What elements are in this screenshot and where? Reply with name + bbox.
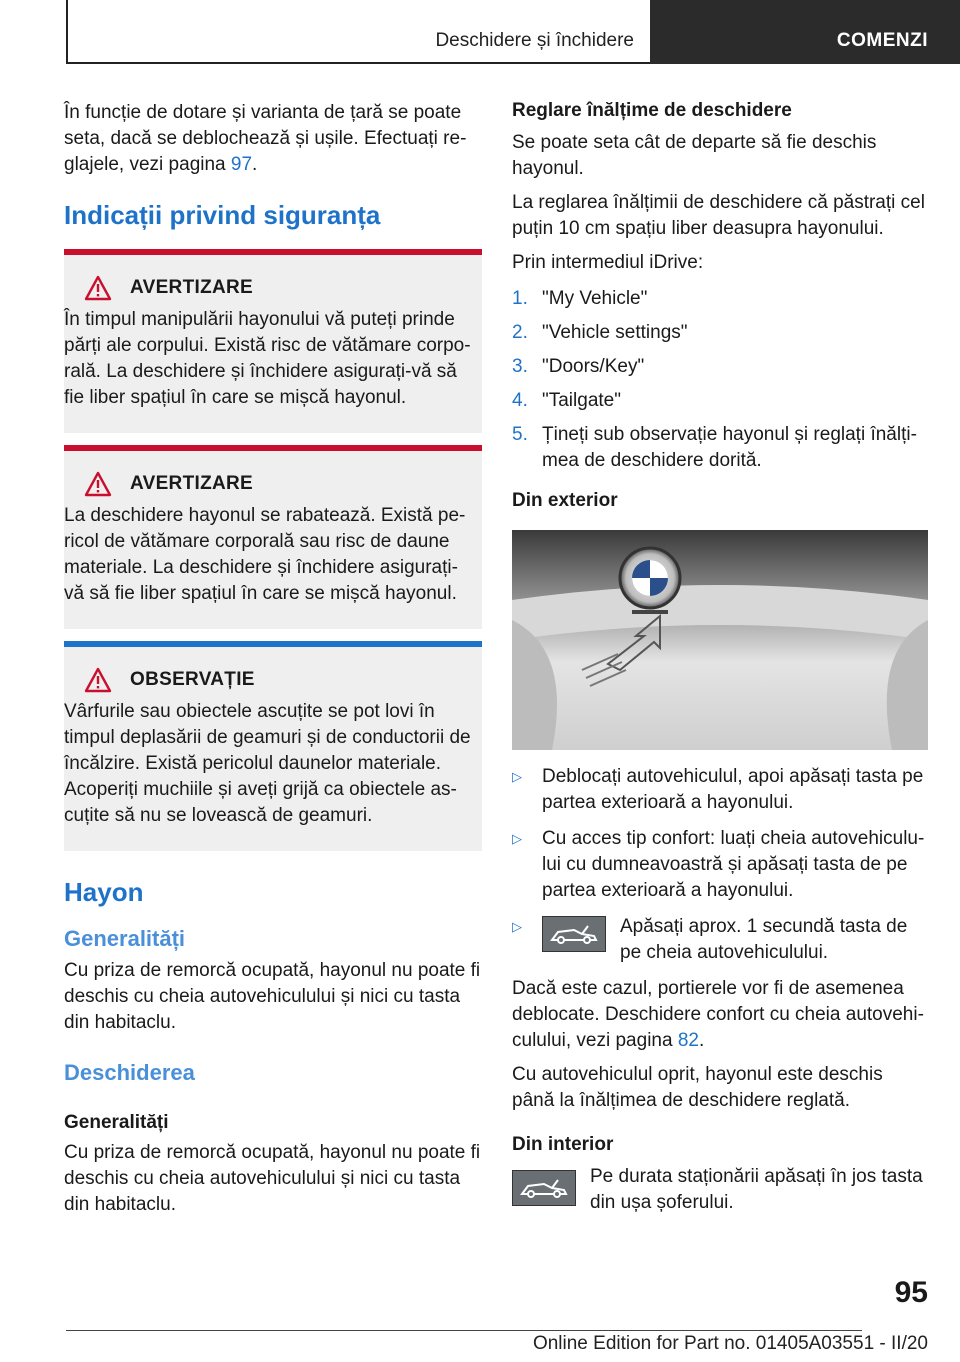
warning-box-2 [64,451,482,629]
note-title: OBSERVAȚIE [130,669,255,690]
general-heading: Generalități [64,926,186,951]
list-item: 5. Țineți sub observație hayonul și reglați înălți-mea de deschidere dorită. [512,424,917,471]
opening-heading: Deschiderea [64,1060,195,1085]
triangle-bullet-icon: ▷ [512,769,522,784]
warning-triangle-icon [84,667,112,693]
list-item: 2. "Vehicle settings" [512,322,688,343]
warning-text: În timpul manipulării hayonului vă puteți prinde părți ale corpului. Există risc de vătămare corpo-rală. La deschidere și închidere asigurați-vă să fie liber spațiul în care se mișcă hayonul. [64,309,471,408]
triangle-bullet-icon: ▷ [512,919,522,934]
tailgate-photo-illustration [512,530,928,750]
height-paragraph-1: Se poate seta cât de departe să fie deschis hayonul. [512,132,877,179]
interior-paragraph: Pe durata staționării apăsați în jos tasta din ușa șoferului. [590,1166,923,1213]
warning-triangle-icon [84,275,112,301]
list-item: ▷ Apăsați aprox. 1 secundă tasta de pe cheia autovehiculului. [512,914,928,966]
footer-rule [66,1330,862,1331]
warning-title: AVERTIZARE [130,277,253,298]
warning-box-1 [64,255,482,433]
idrive-steps [512,286,928,474]
header-chapter-label: COMENZI [836,30,928,51]
header-chapter-tab[interactable] [650,0,960,64]
list-item: ▷ Cu acces tip confort: luați cheia autovehiculu-lui cu dumneavoastră și apăsați tasta de pe partea exterioară a hayonului. [512,826,928,904]
header-bottom-rule [66,62,650,64]
footer-edition: Online Edition for Part no. 01405A03551 - II/20 [532,1333,928,1354]
hayon-heading: Hayon [64,877,144,907]
warning-header [64,471,474,497]
general-paragraph: Cu priza de remorcă ocupată, hayonul nu poate fi deschis cu cheia autovehiculului și nici cu tasta din habitaclu. [64,960,481,1033]
note-header [64,667,474,693]
warning-triangle-icon [84,471,112,497]
height-heading: Reglare înălțime de deschidere [512,100,792,121]
left-column [64,100,482,1218]
tailgate-button-photo [512,530,928,750]
opening-general-heading: Generalități [64,1112,169,1133]
tailgate-button-icon [512,1170,576,1206]
interior-row [512,1164,928,1216]
list-item: 1. "My Vehicle" [512,288,648,309]
warning-header [64,275,474,301]
list-item: 3. "Doors/Key" [512,356,645,377]
note-text: Vârfurile sau obiectele ascuțite se pot lovi în timpul deplasării de geamuri și de conductorii de încălzire. Există pericolul daunelor materiale. Acoperiți muchiile și aveți grijă ca obiectele as-cuțite să nu se lovească de geamuri. [64,701,471,826]
safety-heading: Indicații privind siguranța [64,200,381,230]
interior-heading: Din interior [512,1134,614,1155]
comfort-paragraph: Dacă este cazul, portierele vor fi de asemenea deblocate. Deschidere confort cu cheia autovehi-culului, vezi pagina 82. [512,978,924,1051]
opening-general-paragraph: Cu priza de remorcă ocupată, hayonul nu poate fi deschis cu cheia autovehiculului și nici cu tasta din habitaclu. [64,1142,481,1215]
tailgate-button-icon [542,916,606,952]
warning-title: AVERTIZARE [130,473,253,494]
right-column [512,100,928,1216]
exterior-heading: Din exterior [512,490,618,511]
height-paragraph-2: La reglarea înălțimii de deschidere că păstrați cel puțin 10 cm spațiu liber deasupra hayonului. [512,192,925,239]
warning-text: La deschidere hayonul se rabatează. Există pe-ricol de vătămare corporală sau risc de daune materiale. La deschidere și închidere asigurați-vă să fie liber spațiul în care se mișcă hayonul. [64,505,466,604]
stopped-paragraph: Cu autovehiculul oprit, hayonul este deschis până la înălțimea de deschidere reglată. [512,1064,883,1111]
page-link-82[interactable]: 82 [677,1030,699,1051]
triangle-bullet-icon: ▷ [512,831,522,846]
page-number: 95 [894,1276,928,1309]
list-item: ▷ Deblocați autovehiculul, apoi apăsați tasta pe partea exterioară a hayonului. [512,764,928,816]
intro-paragraph: În funcție de dotare și varianta de țară se poate seta, dacă se deblochează și ușile. Efectuați re-glajele, vezi pagina 97. [64,102,467,175]
exterior-bullets [512,764,928,966]
list-item: 4. "Tailgate" [512,390,621,411]
height-paragraph-3: Prin intermediul iDrive: [512,252,704,273]
header-section-title: Deschidere și închidere [435,30,634,51]
page-link-97[interactable]: 97 [230,154,253,175]
note-box [64,647,482,851]
